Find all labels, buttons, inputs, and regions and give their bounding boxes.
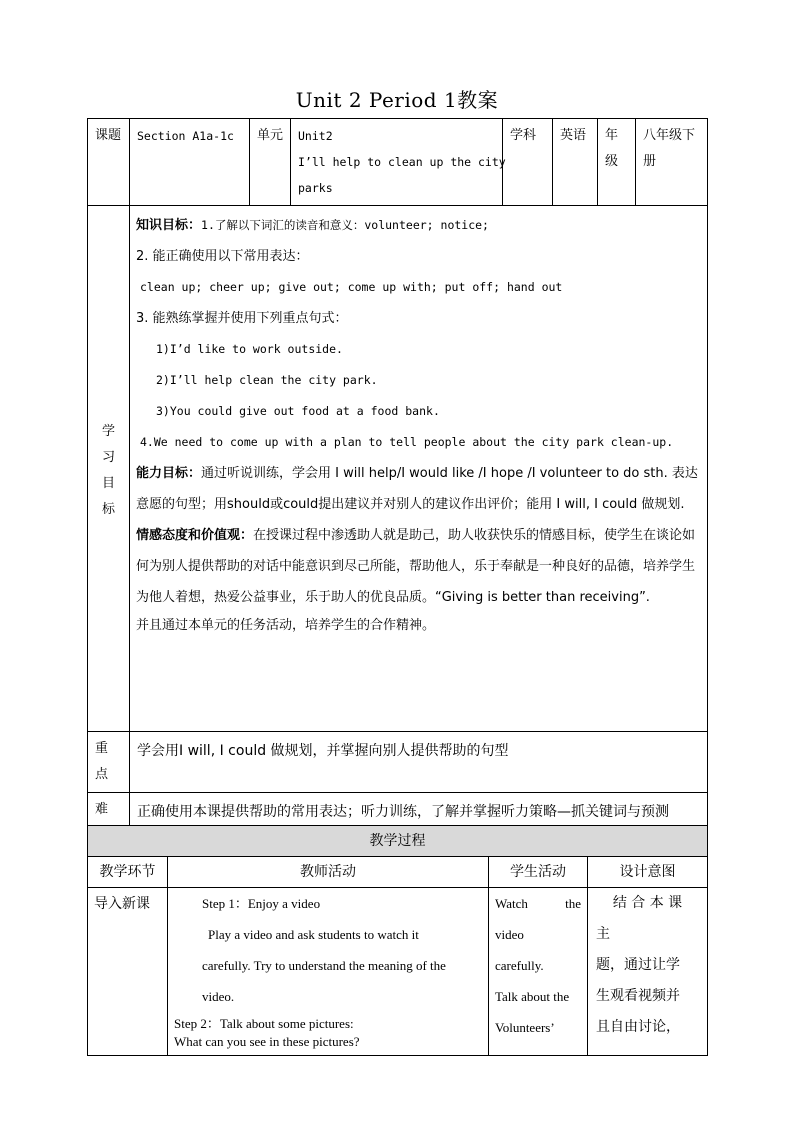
- grade-value-cell: [636, 119, 708, 206]
- teacher-line-3: carefully. Try to understand the meaning of the: [202, 958, 446, 973]
- key-point-row: [88, 732, 708, 793]
- col-header-student: 学生活动: [489, 857, 588, 888]
- unit-value-line-2: I’ll help to clean up the city: [298, 155, 506, 169]
- subject-label: 学科: [503, 119, 553, 206]
- difficulty-text: 正确使用本课提供帮助的常用表达；听力训练，了解并掌握听力策略—抓关键词与预测: [130, 793, 708, 854]
- process-band-title: 教学过程: [88, 826, 708, 857]
- grade-label: 年级: [605, 128, 619, 169]
- student-line-1: Watch the: [495, 896, 581, 911]
- subject-value: 英语: [553, 119, 598, 206]
- intent-cell: [588, 888, 708, 1056]
- sentence-4: 4.We need to come up with a plan to tell people about the city park clean-up.: [140, 435, 674, 449]
- expressions-list: clean up; cheer up; give out; come up with; put off; hand out: [140, 280, 563, 294]
- key-point-label: 重点: [95, 741, 109, 782]
- key-point-text: 学会用I will, I could 做规划，并掌握向别人提供帮助的句型: [130, 732, 708, 793]
- process-row-intro: [88, 888, 708, 1056]
- objectives-content: [130, 206, 708, 732]
- sentence-2: 2)I’ll help clean the city park.: [156, 373, 378, 387]
- objectives-row: [88, 206, 708, 732]
- teacher-line-4: video.: [202, 989, 235, 1004]
- knowledge-item-3: 3. 能熟练掌握并使用下列重点句式：: [136, 311, 348, 326]
- grade-value: 八年级下册: [643, 128, 696, 169]
- objectives-label-cell: [88, 206, 130, 732]
- col-header-teacher: 教师活动: [168, 857, 489, 888]
- intent-line-5: 且自由讨论，: [596, 1019, 680, 1035]
- intent-line-2: 主: [596, 926, 610, 942]
- teacher-line-6: What can you see in these pictures?: [174, 1034, 360, 1049]
- col-header-intent: 设计意图: [588, 857, 708, 888]
- emotion-title: 情感态度和价值观：: [136, 528, 254, 543]
- process-band-row: [88, 826, 708, 857]
- ability-title: 能力目标：: [136, 466, 202, 481]
- process-header-row: [88, 857, 708, 888]
- sentence-1: 1)I’d like to work outside.: [156, 342, 343, 356]
- stage-cell: 导入新课: [88, 888, 168, 1056]
- objectives-label: 学习目标: [101, 423, 115, 517]
- student-activity-cell: [489, 888, 588, 1056]
- topic-label: 课题: [95, 128, 122, 143]
- grade-label-cell: [598, 119, 636, 206]
- emotion-text-2: 并且通过本单元的任务活动，培养学生的合作精神。: [136, 618, 436, 633]
- unit-value-line-1: Unit2: [298, 129, 333, 143]
- ability-text: 通过听说训练，学会用 I will help/I would like /I hope /I volunteer to do sth. 表达意愿的句型；用should或could提出建议并对别人的建议作出评价；能用 I will, I could 做规划.: [136, 466, 698, 512]
- student-line-2: video: [495, 927, 524, 942]
- unit-value-cell: [291, 119, 506, 206]
- emotion-text: 在授课过程中渗透助人就是助己，助人收获快乐的情感目标，使学生在谈论如何为别人提供帮助的对话中能意识到尽己所能，帮助他人，乐于奉献是一种良好的品德，培养学生为他人着想，热爱公益事业，乐于助人的优良品质。“Giving is better than receiving”.: [136, 528, 696, 605]
- col-header-stage: 教学环节: [88, 857, 168, 888]
- student-line-4: Talk about the: [495, 989, 570, 1004]
- teacher-line-2: Play a video and ask students to watch it: [208, 927, 419, 942]
- knowledge-item-1: 1.了解以下词汇的读音和意义：volunteer; notice;: [201, 218, 489, 232]
- intent-line-4: 生观看视频并: [596, 988, 680, 1004]
- topic-label-cell: [88, 119, 130, 206]
- difficulty-label: 难: [95, 802, 109, 817]
- teaching-process-table: [87, 825, 708, 1056]
- teacher-step-2: Step 2：Talk about some pictures:: [174, 1016, 354, 1031]
- knowledge-item-2: 2. 能正确使用以下常用表达：: [136, 249, 309, 264]
- intent-line-3: 题，通过让学: [596, 957, 680, 973]
- knowledge-title: 知识目标：: [136, 218, 202, 233]
- lesson-plan-table: [87, 118, 708, 854]
- topic-value: Section A1a-1c: [130, 119, 250, 206]
- page-title: Unit 2 Period 1教案: [295, 88, 499, 112]
- student-line-3: carefully.: [495, 958, 544, 973]
- teacher-step-1: Step 1：Enjoy a video: [202, 896, 321, 911]
- unit-value-line-3: parks: [298, 181, 333, 195]
- header-row: [88, 119, 708, 206]
- sentence-3: 3)You could give out food at a food bank.: [156, 404, 440, 418]
- student-line-5: Volunteers’: [495, 1020, 555, 1035]
- teacher-activity-cell: [168, 888, 489, 1056]
- key-point-label-cell: [88, 732, 130, 793]
- intent-line-1: 结 合 本 课: [612, 895, 683, 911]
- unit-label: 单元: [250, 119, 291, 206]
